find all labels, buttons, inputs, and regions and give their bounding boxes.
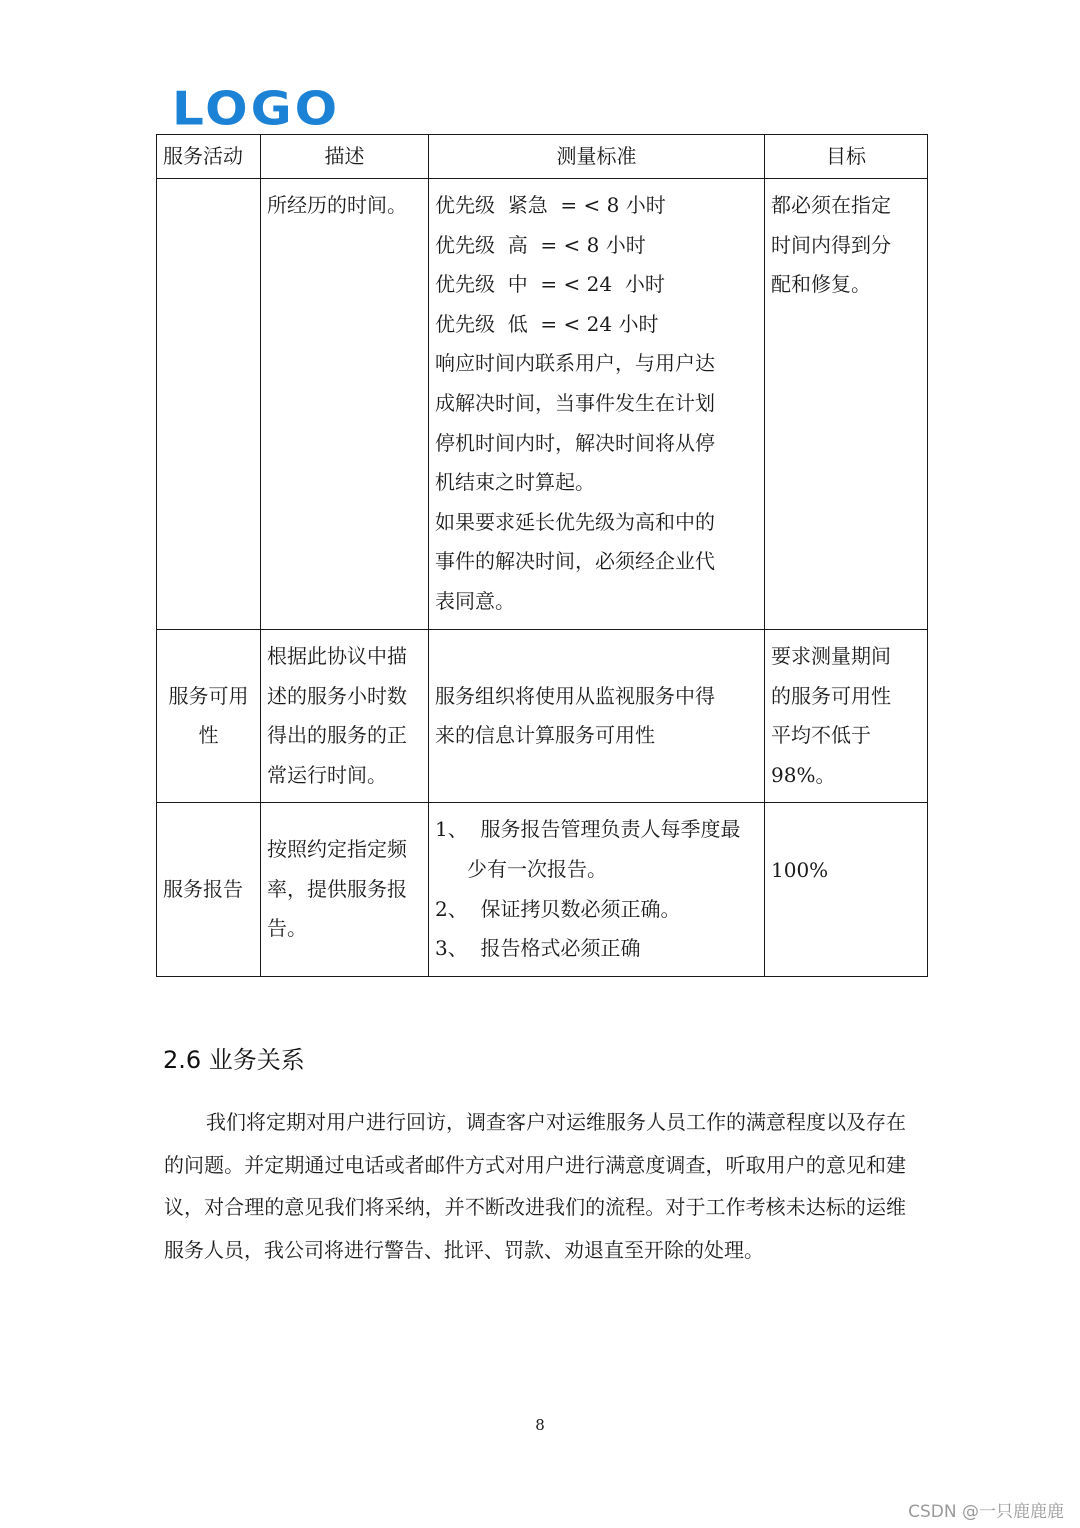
standard-line: 机结束之时算起。 xyxy=(435,470,595,495)
header-service-activity: 服务活动 xyxy=(157,135,261,179)
cell-activity xyxy=(157,630,261,803)
standard-line: 1、 服务报告管理负责人每季度最 xyxy=(435,817,741,842)
cell-target: 100% xyxy=(765,803,928,976)
company-logo: LOGO xyxy=(172,82,341,136)
standard-line: 表同意。 xyxy=(435,588,515,613)
standard-line: 3、 报告格式必须正确 xyxy=(435,936,641,961)
table-header-row xyxy=(157,135,928,179)
target-line: 要求测量期间 xyxy=(771,644,891,668)
cell-target xyxy=(765,179,928,630)
header-description: 描述 xyxy=(261,135,429,179)
standard-line: 来的信息计算服务可用性 xyxy=(435,723,655,748)
standard-line: 成解决时间，当事件发生在计划 xyxy=(435,390,715,415)
sla-table xyxy=(156,134,928,977)
section-heading: 2.6 业务关系 xyxy=(163,1046,305,1074)
standard-line: 事件的解决时间，必须经企业代 xyxy=(435,549,715,574)
cell-standard xyxy=(429,803,765,976)
section-paragraph: 我们将定期对用户进行回访，调查客户对运维服务人员工作的满意程度以及存在的问题。并定期通过电话或者邮件方式对用户进行满意度调查，听取用户的意见和建议，对合理的意见我们将采纳，并不断改进我们的流程。对于工作考核未达标的运维服务人员，我公司将进行警告、批评、罚款、劝退直至开除的处理。 xyxy=(164,1110,906,1262)
cell-description: 所经历的时间。 xyxy=(261,179,429,630)
description-line: 常运行时间。 xyxy=(267,762,387,787)
table-row xyxy=(157,803,928,976)
activity-line: 性 xyxy=(198,723,219,748)
target-line: 配和修复。 xyxy=(771,272,871,297)
target-line: 的服务可用性 xyxy=(771,683,891,708)
page-number: 8 xyxy=(535,1416,545,1434)
standard-line: 优先级 中 = < 24 小时 xyxy=(435,272,665,297)
watermark: CSDN @一只鹿鹿鹿 xyxy=(908,1502,1064,1522)
description-line: 述的服务小时数 xyxy=(267,683,407,708)
standard-line: 响应时间内联系用户，与用户达 xyxy=(435,351,715,376)
target-line: 时间内得到分 xyxy=(771,232,891,257)
header-measurement-standard: 测量标准 xyxy=(429,135,765,179)
table-row xyxy=(157,630,928,803)
standard-line: 优先级 紧急 = < 8 小时 xyxy=(435,193,666,217)
cell-standard xyxy=(429,179,765,630)
standard-line: 停机时间内时，解决时间将从停 xyxy=(435,430,715,455)
standard-line: 少有一次报告。 xyxy=(467,856,607,881)
standard-line: 如果要求延长优先级为高和中的 xyxy=(435,509,715,534)
description-line: 按照约定指定频 xyxy=(267,837,407,862)
cell-description xyxy=(261,803,429,976)
description-line: 告。 xyxy=(267,916,307,941)
description-line: 根据此协议中描 xyxy=(267,644,407,668)
target-line: 都必须在指定 xyxy=(771,193,891,217)
activity-line: 服务可用 xyxy=(168,683,249,708)
target-line: 98%。 xyxy=(771,762,836,787)
standard-line: 2、 保证拷贝数必须正确。 xyxy=(435,896,681,921)
standard-line: 优先级 低 = < 24 小时 xyxy=(435,311,659,336)
cell-standard xyxy=(429,630,765,803)
cell-activity: 服务报告 xyxy=(157,803,261,976)
standard-line: 优先级 高 = < 8 小时 xyxy=(435,232,646,257)
cell-activity xyxy=(157,179,261,630)
description-line: 得出的服务的正 xyxy=(267,723,407,748)
description-line: 率，提供服务报 xyxy=(267,876,407,901)
standard-line: 服务组织将使用从监视服务中得 xyxy=(435,683,715,708)
cell-target xyxy=(765,630,928,803)
cell-description xyxy=(261,630,429,803)
table-row xyxy=(157,179,928,630)
header-target: 目标 xyxy=(765,135,928,179)
target-line: 平均不低于 xyxy=(771,723,871,748)
